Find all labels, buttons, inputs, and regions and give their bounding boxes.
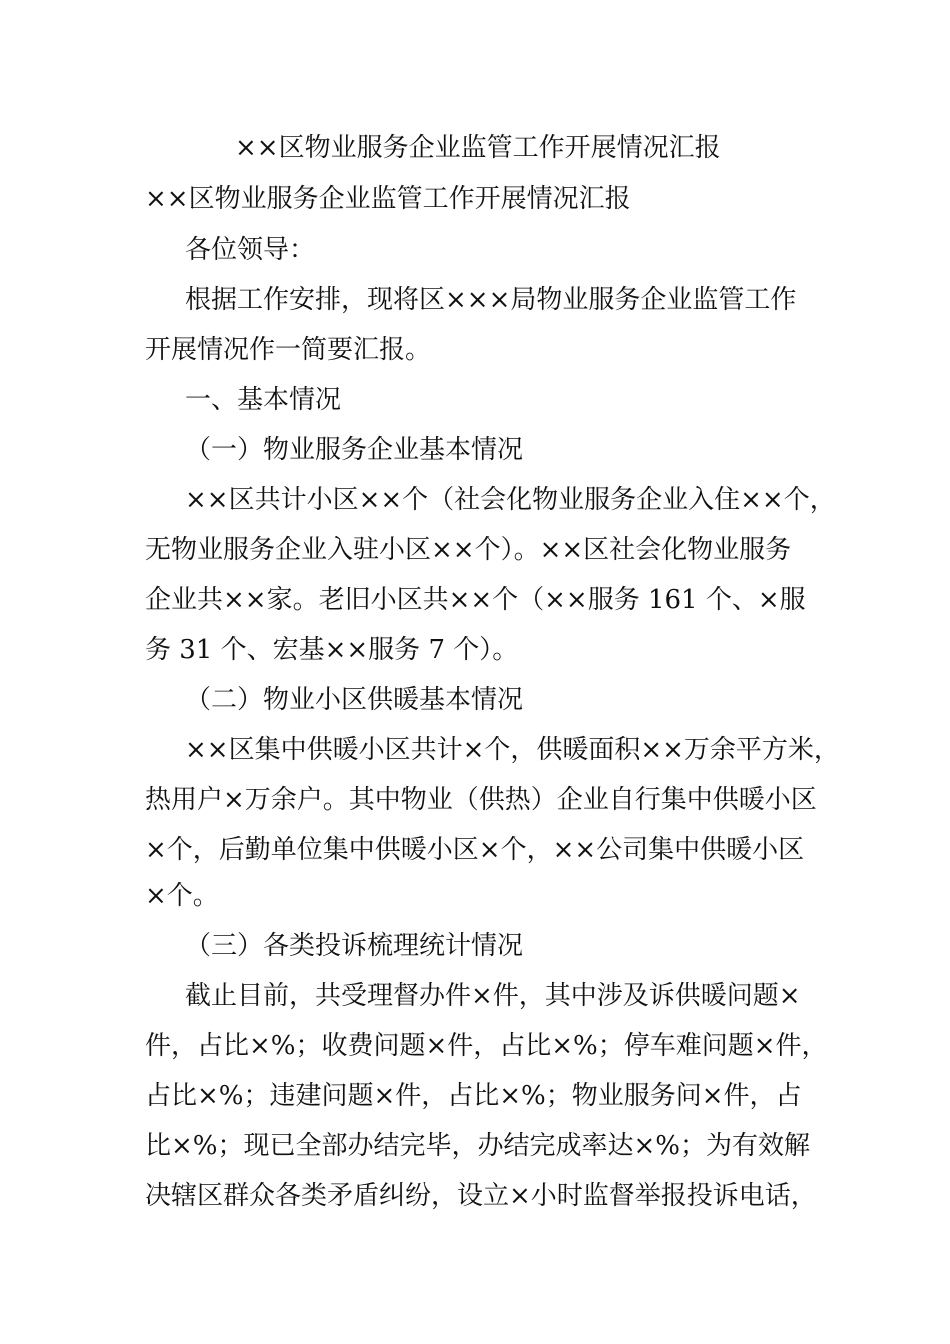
paragraph-complaints-line-5: 决辖区群众各类矛盾纠纷，设立×小时监督举报投诉电话， <box>145 1181 817 1211</box>
paragraph-basic-line-2: 无物业服务企业入驻小区××个）。××区社会化物业服务 <box>145 535 792 565</box>
document-title: ××区物业服务企业监管工作开展情况汇报 <box>235 133 721 163</box>
paragraph-basic-line-3: 企业共××家。老旧小区共××个（××服务 161 个、×服 <box>145 585 806 615</box>
paragraph-basic-line-4: 务 31 个、宏基××服务 7 个）。 <box>145 635 519 665</box>
paragraph-heating-line-4: ×个。 <box>145 881 219 911</box>
paragraph-basic-line-1: ××区共计小区××个（社会化物业服务企业入住××个， <box>185 485 836 515</box>
paragraph-intro-line-2: 开展情况作一简要汇报。 <box>145 335 432 365</box>
paragraph-heating-line-3: ×个，后勤单位集中供暖小区×个，××公司集中供暖小区 <box>145 835 805 865</box>
paragraph-complaints-line-3: 占比×%；违建问题×件，占比×%；物业服务问×件，占 <box>145 1081 802 1111</box>
section-heading-1: 一、基本情况 <box>185 385 342 415</box>
paragraph-complaints-line-1: 截止目前，共受理督办件×件，其中涉及诉供暖问题× <box>185 981 801 1011</box>
paragraph-complaints-line-4: 比×%；现已全部办结完毕，办结完成率达×%；为有效解 <box>145 1131 810 1161</box>
paragraph-intro-line-1: 根据工作安排，现将区×××局物业服务企业监管工作 <box>185 285 797 315</box>
subsection-heading-2: （二）物业小区供暖基本情况 <box>185 685 524 715</box>
paragraph-heating-line-2: 热用户×万余户。其中物业（供热）企业自行集中供暖小区 <box>145 785 817 815</box>
subsection-heading-3: （三）各类投诉梳理统计情况 <box>185 931 524 961</box>
subsection-heading-1: （一）物业服务企业基本情况 <box>185 435 524 465</box>
salutation: 各位领导： <box>185 235 316 265</box>
paragraph-complaints-line-2: 件，占比×%；收费问题×件，占比×%；停车难问题×件， <box>145 1031 828 1061</box>
repeated-title-line: ××区物业服务企业监管工作开展情况汇报 <box>145 184 631 214</box>
paragraph-heating-line-1: ××区集中供暖小区共计×个，供暖面积××万余平方米， <box>185 735 840 765</box>
